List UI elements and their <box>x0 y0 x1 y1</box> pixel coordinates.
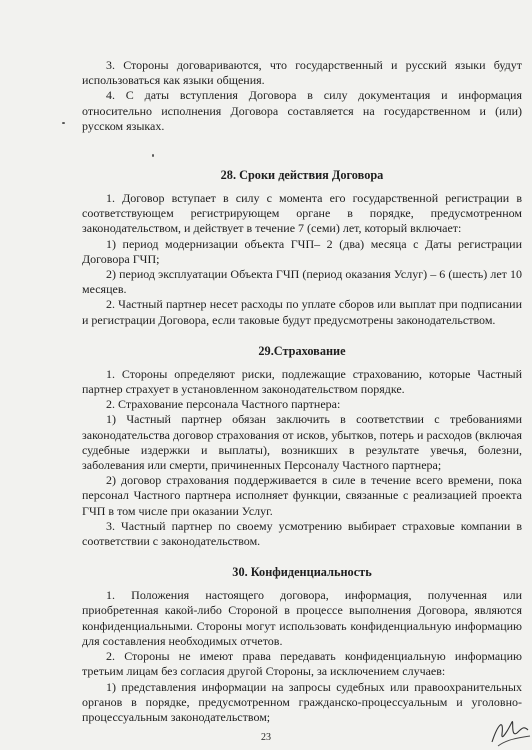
section-29-item-2-2: 2) договор страхования поддерживается в силе в течение всего времени, пока персонал Частного партнера исполняет функции, связанные с реализацией проекта ГЧП в том числе при оказании Услуг. <box>82 473 522 518</box>
paragraph-languages: 3. Стороны договариваются, что государственный и русский языки будут использоваться как языки общения. <box>82 58 522 88</box>
paragraph-documentation-language: 4. С даты вступления Договора в силу документация и информация относительно исполнения Договора составляется на государственном и (или) русском языках. <box>82 88 522 133</box>
scan-speck <box>62 122 65 124</box>
section-28-item-1: 1. Договор вступает в силу с момента его государственной регистрации в соответствующем регистрирующем органе в порядке, предусмотренном законодательством, и действует в течение 7 (семи) лет, который включает: <box>82 191 522 236</box>
section-28-item-1-2: 2) период эксплуатации Объекта ГЧП (период оказания Услуг) – 6 (шесть) лет 10 месяцев. <box>82 267 522 297</box>
section-30-heading: 30. Конфиденциальность <box>232 565 372 580</box>
section-28-item-2: 2. Частный партнер несет расходы по уплате сборов или выплат при подписании и регистрации Договора, если таковые будут предусмотрены законодательством. <box>82 297 522 327</box>
section-29-heading: 29.Страхование <box>258 343 346 358</box>
section-30-item-2: 2. Стороны не имеют права передавать конфиденциальную информацию третьим лицам без согласия другой Стороны, за исключением случаев: <box>82 649 522 679</box>
section-29-item-3: 3. Частный партнер по своему усмотрению выбирает страховые компании в соответствии с законодательством. <box>82 518 522 549</box>
signature-icon <box>488 712 532 750</box>
section-28-item-1-1: 1) период модернизации объекта ГЧП– 2 (два) месяца с Даты регистрации Договора ГЧП; <box>82 236 522 266</box>
section-30-item-2-1: 1) представления информации на запросы судебных или правоохранительных органов в порядке, предусмотренном гражданско-процессуальным и уголовно-процессуальным законодательством; <box>82 679 522 724</box>
scan-speck <box>152 154 154 157</box>
page-content <box>82 58 522 725</box>
section-29-item-2-1: 1) Частный партнер обязан заключить в соответствии с требованиями законодательства договор страхования от исков, убытков, потерь и расходов (включая судебные издержки и выплаты), возникших в результате увечья, болезни, заболевания или смерти, причиненных Персоналу Частного партнера; <box>82 412 522 473</box>
section-29-item-2: 2. Страхование персонала Частного партнера: <box>106 397 341 412</box>
page-number: 23 <box>261 732 271 743</box>
section-29-item-1: 1. Стороны определяют риски, подлежащие страхованию, которые Частный партнер страхует в установленном законодательством порядке. <box>82 366 522 397</box>
section-28-heading: 28. Сроки действия Договора <box>220 168 384 183</box>
section-30-item-1: 1. Положения настоящего договора, информация, полученная или приобретенная какой-либо Стороной в процессе выполнения Договора, являются конфиденциальными. Стороны могут использовать конфиденциальную информацию для составления необходимых отчетов. <box>82 588 522 648</box>
